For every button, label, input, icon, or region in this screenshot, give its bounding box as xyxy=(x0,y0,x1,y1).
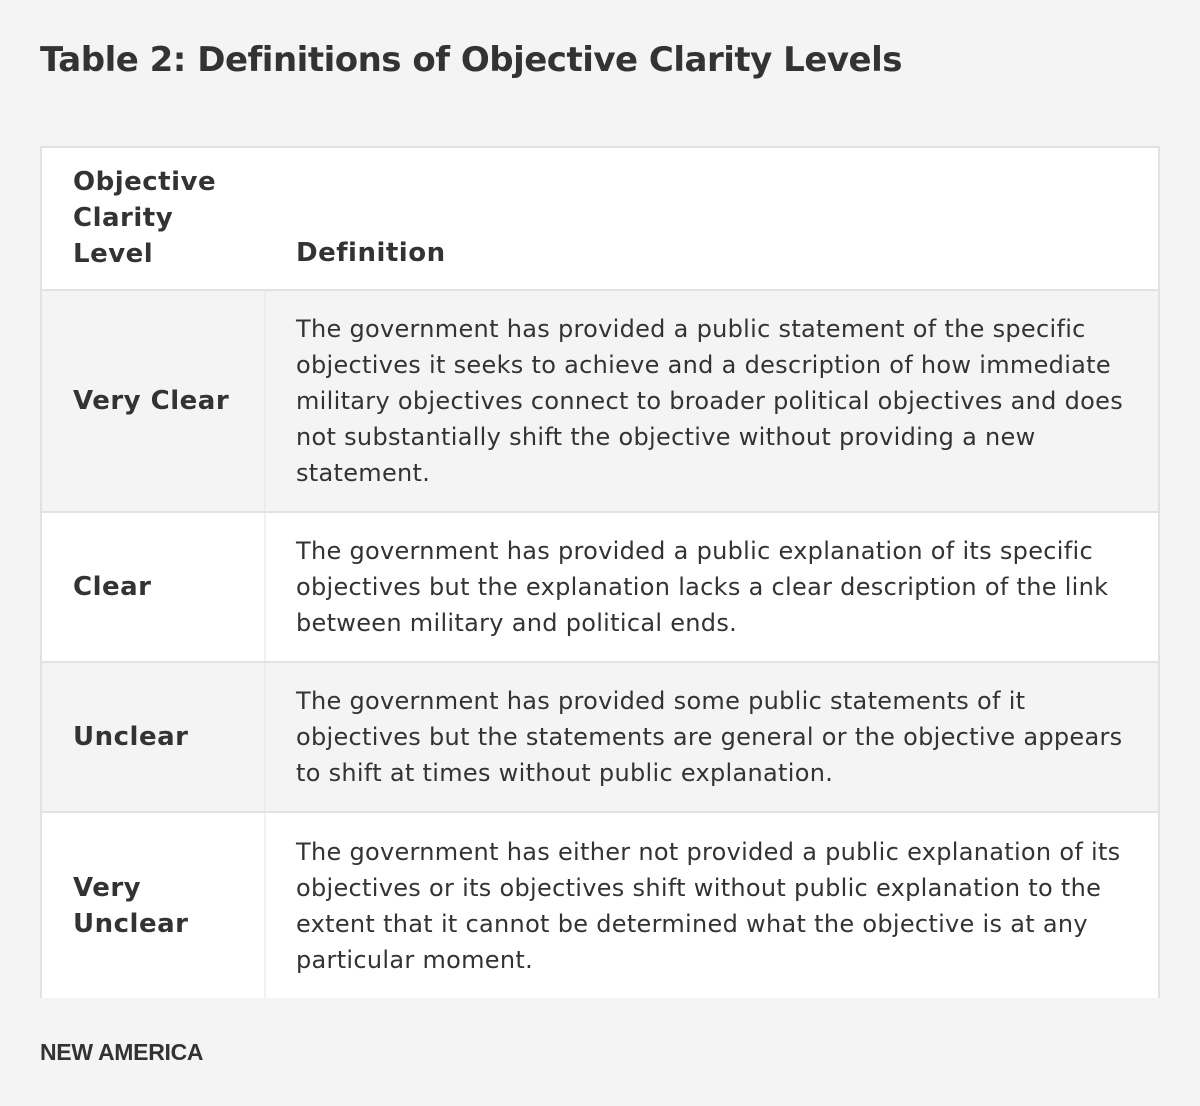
table-row xyxy=(42,813,1158,998)
brand-logo: NEW AMERICA xyxy=(40,1039,204,1065)
definition-cell xyxy=(266,663,1158,811)
definition-text: The government has provided some public statements of it objectives but the statements are general or the objective appears to shift at times without public explanation. xyxy=(296,687,1123,787)
table-row xyxy=(42,291,1158,513)
level-cell xyxy=(42,663,266,811)
level-cell xyxy=(42,291,266,511)
definition-text: The government has provided a public statement of the specific objectives it seeks to achieve and a description of how immediate military objectives connect to broader political objectives and does not substantially shift the objective without providing a new statement. xyxy=(296,315,1124,487)
definition-cell xyxy=(266,513,1158,661)
page-title: Table 2: Definitions of Objective Clarity Levels xyxy=(40,40,902,80)
level-cell xyxy=(42,513,266,661)
table-header-row xyxy=(42,148,1158,291)
definitions-table xyxy=(40,146,1160,998)
definition-text: The government has provided a public explanation of its specific objectives but the explanation lacks a clear description of the link between military and political ends. xyxy=(296,537,1109,637)
level-cell xyxy=(42,813,266,998)
table-row xyxy=(42,513,1158,663)
definition-text: The government has either not provided a public explanation of its objectives or its objectives shift without public explanation to the extent that it cannot be determined what the objective is at any particular moment. xyxy=(296,837,1121,974)
level-label: Unclear xyxy=(73,722,189,752)
definition-cell xyxy=(266,813,1158,998)
header-level: Objective Clarity Level xyxy=(73,167,217,269)
level-label: Very Unclear xyxy=(73,872,189,939)
table-row xyxy=(42,663,1158,813)
definition-cell xyxy=(266,291,1158,511)
level-label: Clear xyxy=(73,572,152,602)
level-label: Very Clear xyxy=(73,386,230,416)
header-definition: Definition xyxy=(296,238,446,268)
